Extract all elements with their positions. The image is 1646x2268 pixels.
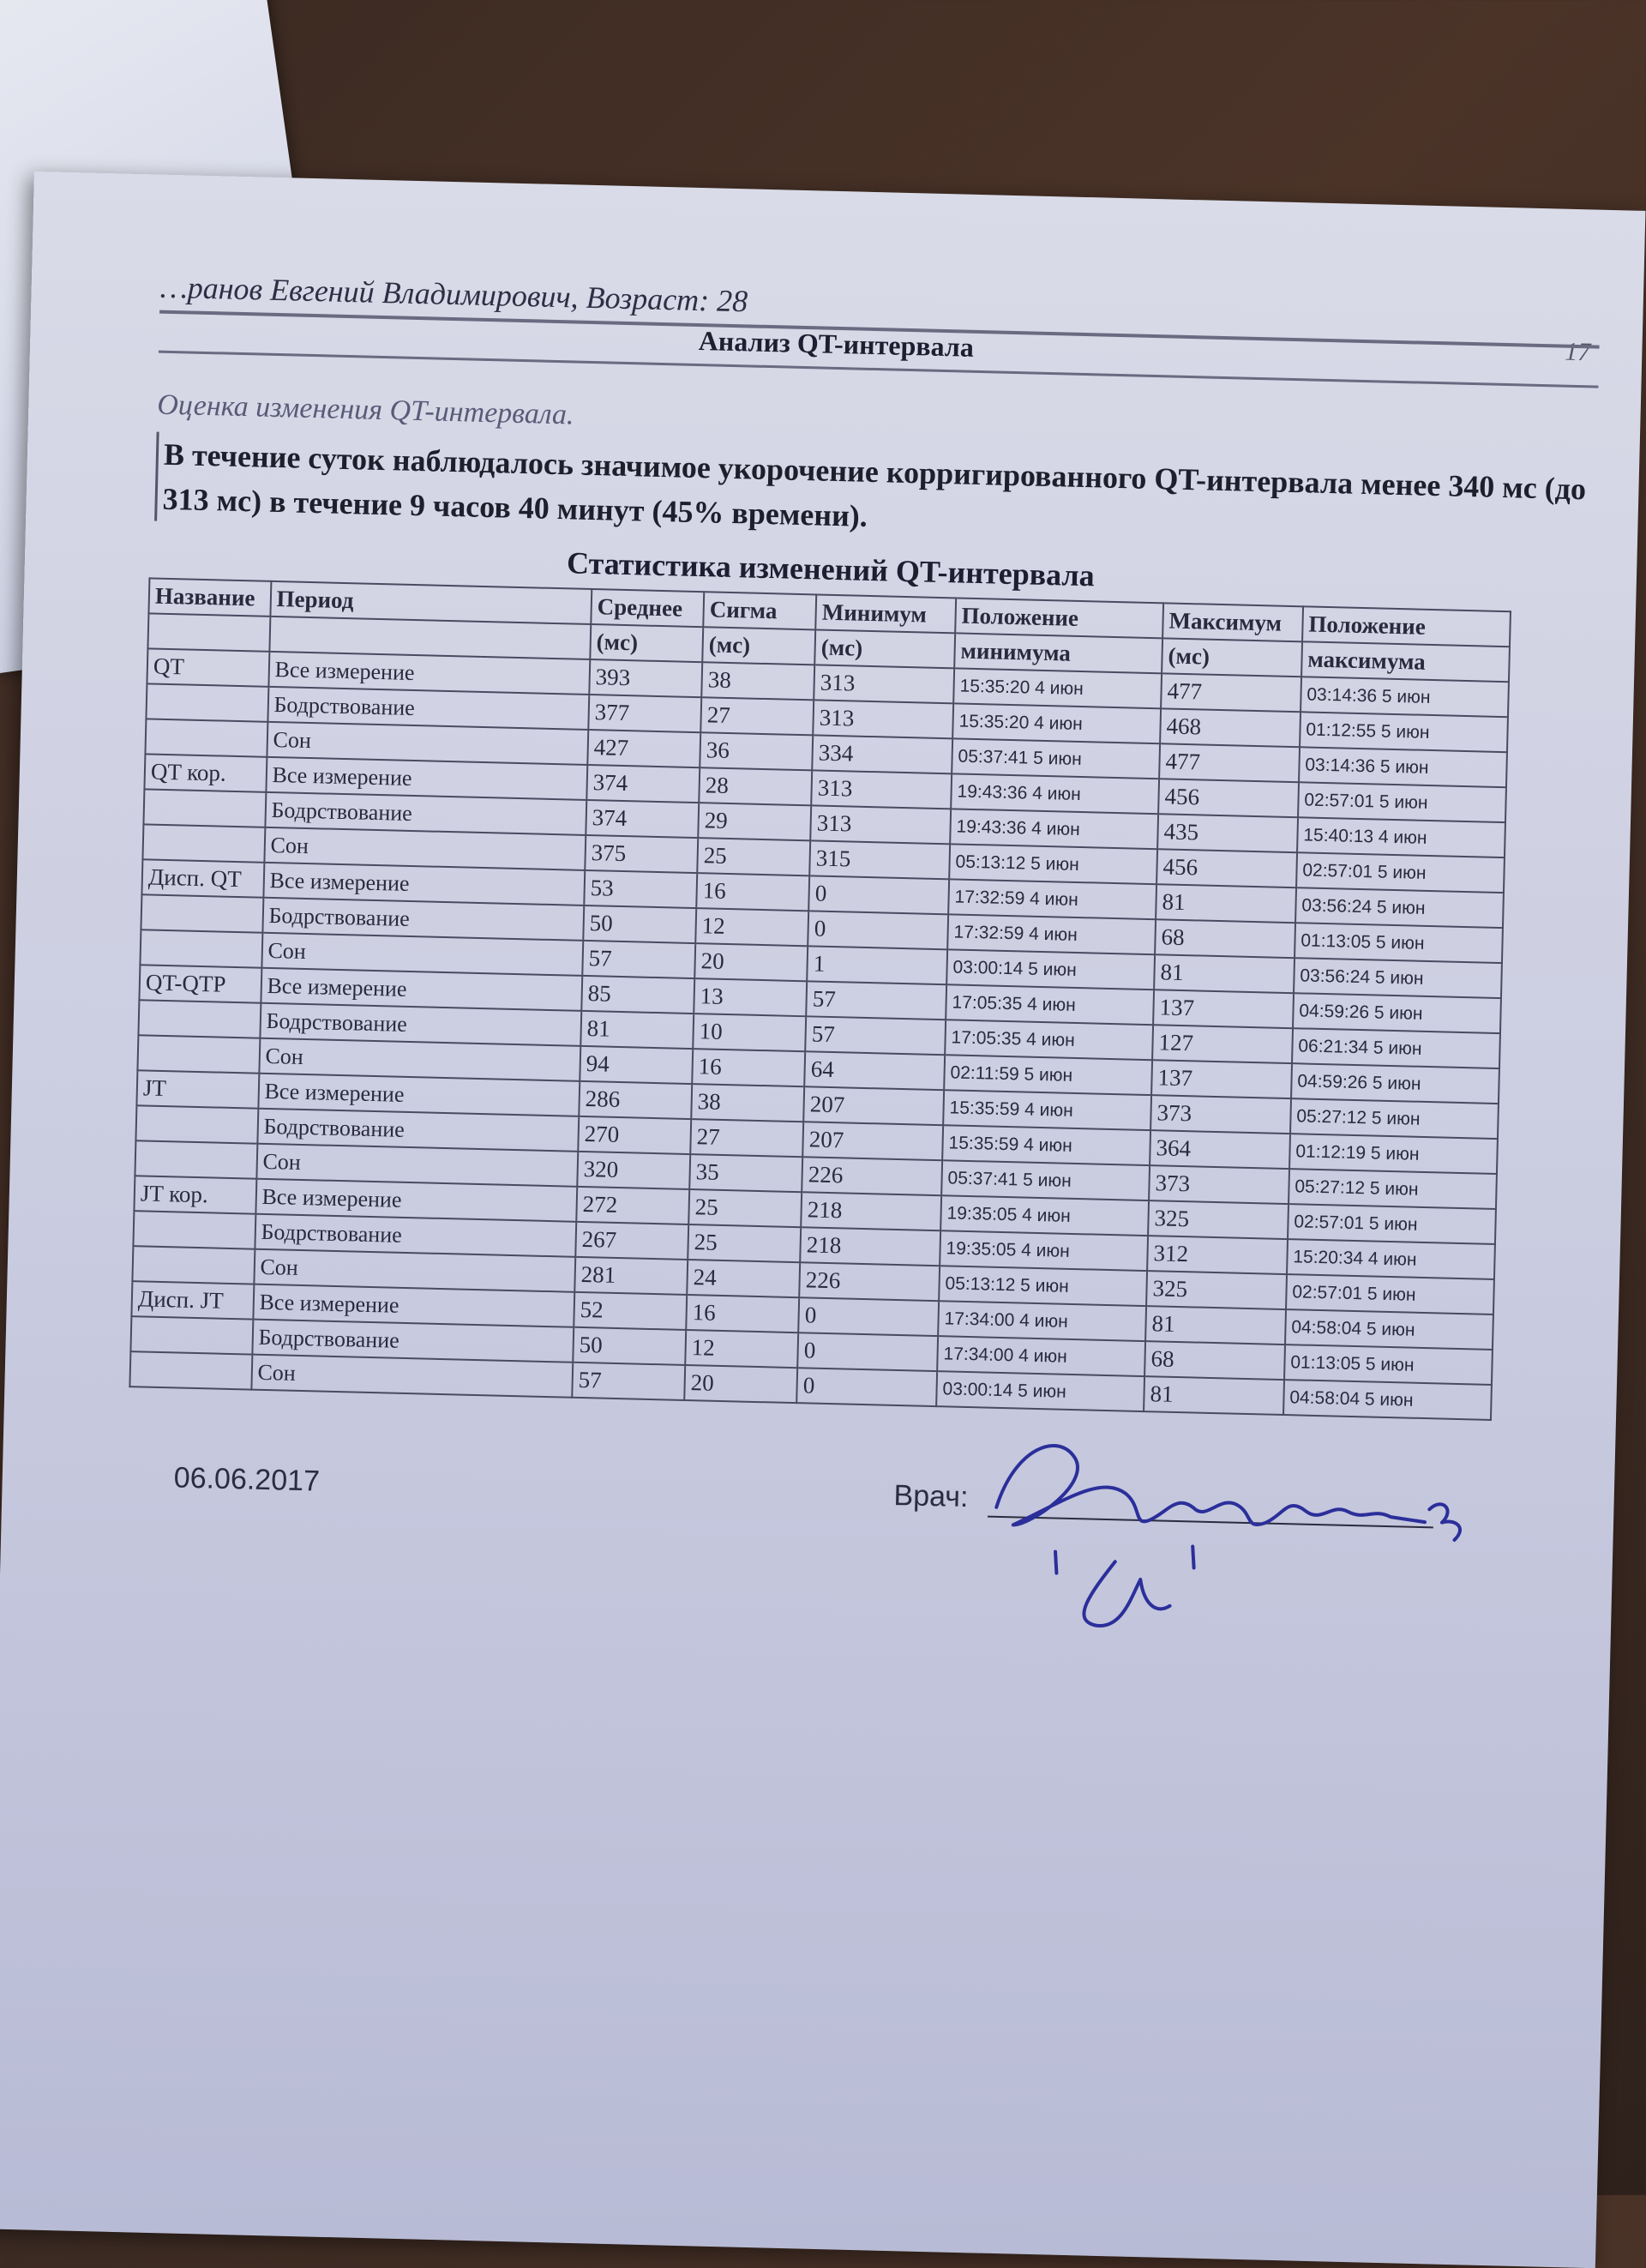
cell-period: Сон <box>267 722 588 765</box>
section-title: Анализ QT-интервала <box>698 324 975 363</box>
cell-mean: 81 <box>580 1011 694 1049</box>
cell-min-position: 05:13:12 5 июн <box>949 844 1157 884</box>
cell-min-position: 17:34:00 4 июн <box>937 1336 1145 1376</box>
cell-mean: 57 <box>582 941 695 978</box>
cell-name <box>135 1140 257 1178</box>
cell-max: 127 <box>1152 1025 1293 1063</box>
cell-period: Бодрствование <box>267 687 589 730</box>
cell-min-position: 19:43:36 4 июн <box>951 773 1159 814</box>
cell-name: QT <box>147 648 269 686</box>
header-period: Период <box>270 581 592 624</box>
header-min-position-2: минимума <box>954 633 1162 673</box>
cell-min: 57 <box>805 1016 946 1055</box>
cell-mean: 375 <box>585 835 698 873</box>
cell-name <box>141 894 263 932</box>
cell-max-position: 05:27:12 5 июн <box>1290 1098 1499 1139</box>
cell-name <box>129 1351 252 1389</box>
cell-period: Бодрствование <box>252 1320 574 1363</box>
cell-max-position: 03:56:24 5 июн <box>1295 887 1504 928</box>
cell-min: 64 <box>804 1051 945 1090</box>
header-max-position-2: максимума <box>1301 641 1510 682</box>
cell-period: Все измерение <box>258 1074 580 1116</box>
cell-max: 68 <box>1155 919 1295 958</box>
cell-min: 0 <box>798 1297 939 1336</box>
cell-period: Сон <box>256 1144 578 1187</box>
cell-min-position: 15:35:59 4 июн <box>943 1090 1151 1130</box>
cell-max-position: 04:59:26 5 июн <box>1291 1063 1499 1104</box>
cell-min-position: 03:00:14 5 июн <box>946 949 1155 990</box>
cell-max: 325 <box>1148 1200 1289 1239</box>
header-mean-unit: (мс) <box>590 624 703 662</box>
cell-period: Все измерение <box>263 863 585 905</box>
cell-sigma: 12 <box>685 1330 798 1368</box>
cell-min: 57 <box>806 981 946 1020</box>
page-number: 17 <box>1564 337 1591 367</box>
conclusion-text: В течение суток наблюдалось значимое укорочение корригированного QT-интервала менее 340 мс (до 313 мс) в течение 9 часов 40 минут (45% времени). <box>154 432 1621 557</box>
header-sigma: Сигма <box>703 592 816 629</box>
cell-period: Сон <box>264 827 586 870</box>
cell-max-position: 15:20:34 4 июн <box>1287 1239 1495 1279</box>
cell-max-position: 02:57:01 5 июн <box>1298 782 1506 822</box>
cell-max: 137 <box>1151 1060 1292 1098</box>
cell-period: Бодрствование <box>262 898 584 941</box>
cell-name: QT кор. <box>144 754 267 791</box>
cell-max: 456 <box>1156 849 1297 887</box>
header-min: Минимум <box>815 594 956 633</box>
cell-name <box>137 1035 260 1073</box>
cell-min: 315 <box>809 840 950 879</box>
cell-sigma: 16 <box>692 1049 805 1086</box>
cell-sigma: 38 <box>691 1084 804 1122</box>
cell-period: Бодрствование <box>265 792 586 835</box>
cell-max-position: 01:13:05 5 июн <box>1295 923 1503 963</box>
cell-period: Все измерение <box>261 968 582 1011</box>
cell-min: 218 <box>800 1227 940 1266</box>
cell-mean: 374 <box>586 800 699 838</box>
cell-period: Все измерение <box>253 1284 574 1327</box>
cell-mean: 94 <box>580 1046 693 1084</box>
cell-min-position: 17:34:00 4 июн <box>938 1301 1146 1341</box>
cell-sigma: 29 <box>698 803 811 840</box>
doctor-label: Врач: <box>893 1478 969 1514</box>
cell-max: 477 <box>1161 673 1301 712</box>
cell-min: 0 <box>808 911 948 949</box>
cell-min-position: 02:11:59 5 июн <box>944 1055 1152 1095</box>
cell-max-position: 01:12:55 5 июн <box>1300 712 1508 752</box>
cell-sigma: 13 <box>694 978 807 1016</box>
cell-period: Все измерение <box>268 652 590 695</box>
cell-min-position: 17:05:35 4 июн <box>945 1020 1153 1060</box>
cell-name <box>140 929 262 967</box>
cell-sigma: 25 <box>688 1224 801 1262</box>
cell-sigma: 20 <box>684 1365 797 1403</box>
cell-mean: 281 <box>574 1257 688 1295</box>
cell-min: 313 <box>813 700 953 738</box>
cell-max: 364 <box>1150 1130 1290 1169</box>
cell-min: 313 <box>814 665 954 703</box>
cell-min-position: 05:37:41 5 июн <box>941 1160 1150 1200</box>
cell-name: JT <box>136 1070 259 1108</box>
cell-name <box>138 1000 261 1038</box>
cell-period: Все измерение <box>266 757 587 800</box>
cell-sigma: 24 <box>687 1260 800 1297</box>
cell-sigma: 12 <box>695 908 808 946</box>
header-min-unit: (мс) <box>814 629 955 668</box>
cell-sigma: 25 <box>697 838 810 875</box>
cell-sigma: 27 <box>700 697 814 735</box>
cell-min-position: 17:32:59 4 июн <box>948 879 1156 919</box>
cell-min-position: 05:37:41 5 июн <box>952 738 1160 779</box>
cell-max-position: 03:14:36 5 июн <box>1301 677 1509 717</box>
table-title: Статистика изменений QT-интервала <box>566 545 1096 593</box>
cell-max: 81 <box>1145 1306 1286 1345</box>
cell-sigma: 20 <box>694 943 808 981</box>
cell-max-position: 02:57:01 5 июн <box>1288 1204 1496 1244</box>
cell-max-position: 15:40:13 4 июн <box>1297 817 1505 857</box>
cell-max: 68 <box>1144 1341 1285 1380</box>
cell-sigma: 25 <box>688 1189 802 1227</box>
cell-period: Бодрствование <box>255 1214 576 1257</box>
header-max-unit: (мс) <box>1162 638 1302 677</box>
cell-mean: 374 <box>586 765 700 803</box>
cell-max-position: 01:13:05 5 июн <box>1284 1345 1493 1385</box>
cell-max-position: 04:58:04 5 июн <box>1285 1309 1493 1350</box>
cell-sigma: 16 <box>696 873 809 911</box>
doctor-signature <box>958 1395 1479 1665</box>
cell-max-position: 03:14:36 5 июн <box>1299 747 1507 787</box>
cell-name <box>130 1316 253 1354</box>
cell-mean: 377 <box>588 695 701 732</box>
header-name: Название <box>148 578 271 616</box>
cell-name <box>133 1211 255 1248</box>
header-sigma-unit: (мс) <box>702 627 815 665</box>
cell-min: 226 <box>802 1157 942 1195</box>
cell-max-position: 06:21:34 5 июн <box>1292 1028 1500 1068</box>
cell-sigma: 35 <box>689 1154 802 1192</box>
cell-sigma: 28 <box>699 767 812 805</box>
cell-name <box>146 683 268 721</box>
cell-mean: 427 <box>587 730 700 767</box>
cell-mean: 50 <box>573 1327 686 1365</box>
cell-min-position: 15:35:20 4 июн <box>952 703 1161 743</box>
cell-sigma: 16 <box>686 1295 799 1333</box>
cell-sigma: 10 <box>693 1014 806 1051</box>
cell-min: 1 <box>807 946 947 984</box>
document-page <box>0 171 1645 2268</box>
cell-name <box>132 1246 255 1284</box>
cell-max: 468 <box>1160 708 1301 747</box>
cell-min: 0 <box>797 1333 938 1371</box>
header-max-position: Положение <box>1302 606 1511 647</box>
cell-name: Дисп. QT <box>141 859 264 897</box>
cell-mean: 57 <box>572 1363 685 1400</box>
cell-name <box>145 719 267 756</box>
cell-mean: 286 <box>579 1081 692 1119</box>
cell-max: 477 <box>1159 743 1300 782</box>
cell-max: 81 <box>1154 954 1295 993</box>
cell-max-position: 01:12:19 5 июн <box>1289 1134 1498 1174</box>
cell-min-position: 19:43:36 4 июн <box>950 809 1158 849</box>
cell-min-position: 15:35:59 4 июн <box>942 1125 1150 1165</box>
cell-mean: 267 <box>575 1222 688 1260</box>
cell-max: 435 <box>1157 814 1298 852</box>
patient-header: …ранов Евгений Владимирович, Возраст: 28 <box>159 269 748 319</box>
cell-max: 373 <box>1149 1165 1289 1204</box>
cell-min-position: 17:05:35 4 июн <box>946 984 1154 1025</box>
header-mean: Среднее <box>591 589 704 627</box>
header-max: Максимум <box>1162 603 1303 641</box>
cell-mean: 272 <box>576 1187 689 1224</box>
cell-mean: 53 <box>584 870 697 908</box>
cell-max-position: 05:27:12 5 июн <box>1289 1169 1497 1209</box>
cell-min: 313 <box>810 805 951 844</box>
cell-min-position: 03:00:14 5 июн <box>936 1371 1144 1411</box>
cell-max: 312 <box>1147 1236 1288 1274</box>
header-name-2 <box>147 613 270 651</box>
cell-min-position: 15:35:20 4 июн <box>953 668 1162 708</box>
cell-period: Все измерение <box>255 1179 577 1222</box>
subtitle: Оценка изменения QT-интервала. <box>156 388 574 431</box>
cell-max-position: 04:59:26 5 июн <box>1293 993 1501 1033</box>
cell-min: 0 <box>808 875 949 914</box>
qt-statistics-table <box>129 577 1511 1421</box>
cell-max: 81 <box>1156 884 1296 923</box>
cell-min: 334 <box>812 735 952 773</box>
report-date: 06.06.2017 <box>173 1461 321 1498</box>
cell-max: 81 <box>1144 1376 1284 1415</box>
cell-name <box>143 789 266 827</box>
cell-max-position: 02:57:01 5 июн <box>1286 1274 1494 1314</box>
cell-min: 0 <box>796 1368 937 1406</box>
cell-max-position: 03:56:24 5 июн <box>1294 958 1502 998</box>
cell-period: Сон <box>251 1355 573 1398</box>
cell-sigma: 38 <box>701 662 814 700</box>
cell-mean: 393 <box>589 659 702 697</box>
cell-name <box>142 824 265 862</box>
cell-min-position: 17:32:59 4 июн <box>947 914 1156 954</box>
header-min-position: Положение <box>955 598 1163 638</box>
cell-mean: 50 <box>583 905 696 943</box>
cell-period: Бодрствование <box>260 1003 581 1046</box>
cell-max: 325 <box>1146 1271 1287 1309</box>
cell-name: QT-QTP <box>139 965 261 1002</box>
cell-period: Сон <box>254 1249 575 1292</box>
cell-sigma: 36 <box>700 732 813 770</box>
cell-min-position: 19:35:05 4 июн <box>940 1230 1148 1271</box>
cell-mean: 52 <box>574 1292 687 1330</box>
cell-min-position: 19:35:05 4 июн <box>940 1195 1149 1236</box>
cell-max-position: 02:57:01 5 июн <box>1296 852 1505 893</box>
cell-max-position: 04:58:04 5 июн <box>1283 1380 1492 1420</box>
cell-min: 218 <box>801 1192 941 1230</box>
cell-min: 313 <box>811 770 952 809</box>
cell-name: JT кор. <box>134 1176 256 1213</box>
cell-max: 137 <box>1153 990 1294 1028</box>
cell-max: 373 <box>1150 1095 1291 1134</box>
table-body <box>129 648 1509 1420</box>
cell-min-position: 05:13:12 5 июн <box>939 1266 1147 1306</box>
cell-name <box>135 1105 258 1143</box>
cell-min: 226 <box>799 1262 940 1301</box>
cell-sigma: 27 <box>690 1119 803 1157</box>
cell-mean: 85 <box>581 976 694 1014</box>
cell-min: 207 <box>803 1086 944 1125</box>
cell-period: Сон <box>259 1038 580 1081</box>
cell-max: 456 <box>1158 779 1299 817</box>
cell-name: Дисп. JT <box>131 1281 254 1319</box>
cell-period: Сон <box>261 933 583 976</box>
cell-min: 207 <box>802 1122 943 1160</box>
cell-period: Бодрствование <box>257 1109 579 1152</box>
cell-mean: 320 <box>577 1152 690 1189</box>
cell-mean: 270 <box>578 1116 691 1154</box>
